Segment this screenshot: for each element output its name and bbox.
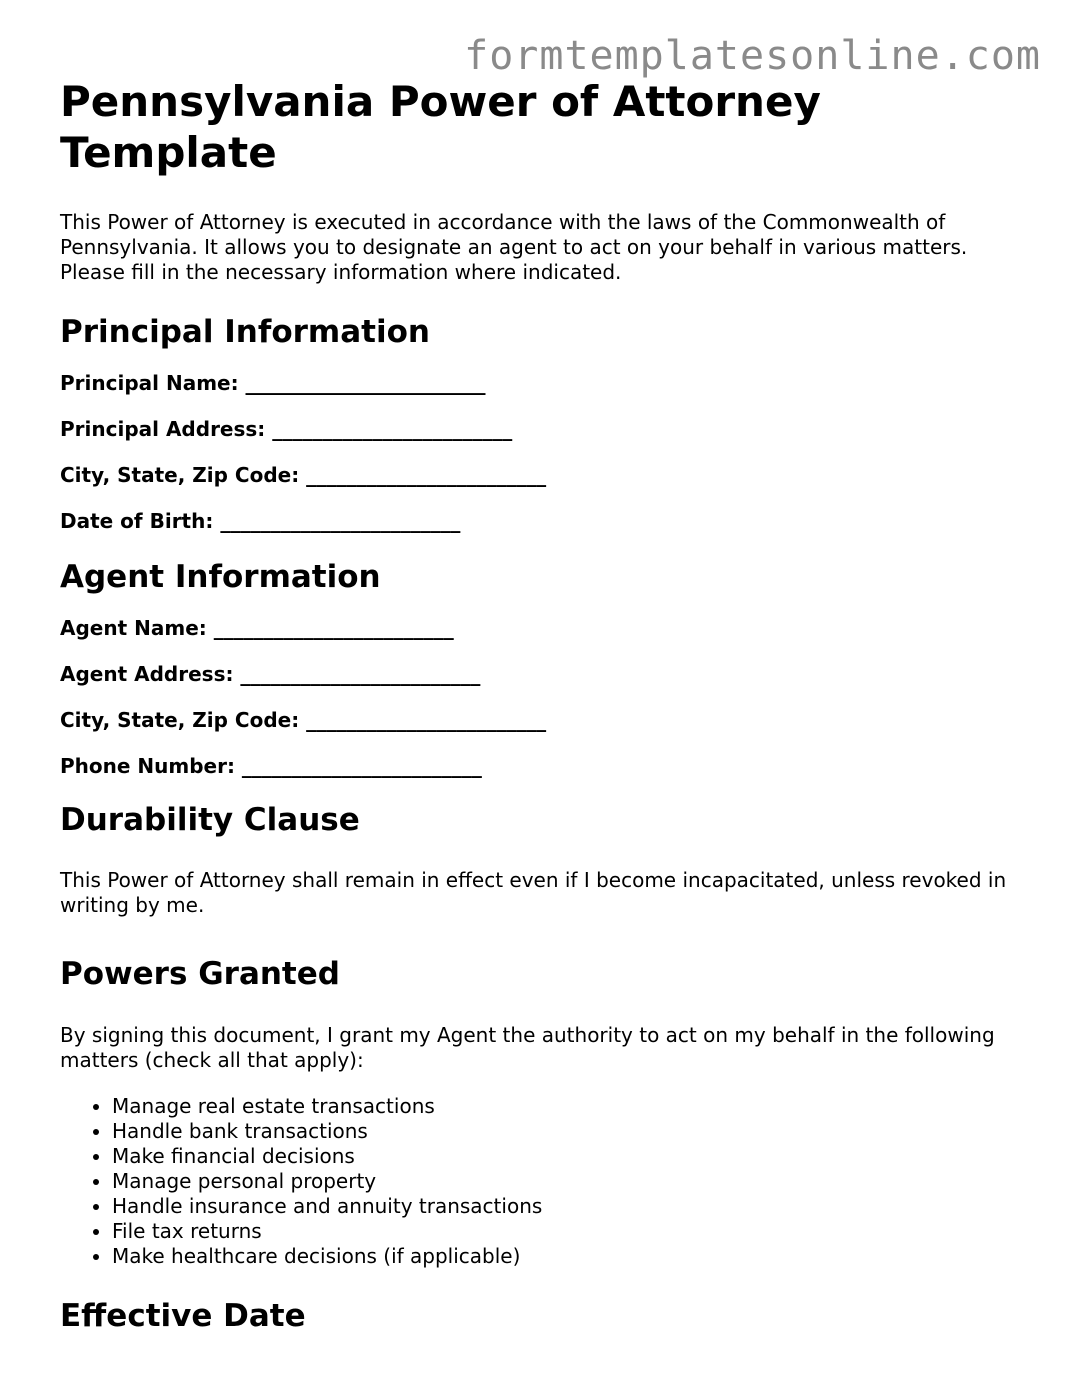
principal-city-state-zip-field: City, State, Zip Code: ________________________ <box>60 463 547 487</box>
list-item: • Manage personal property <box>112 1169 1020 1194</box>
durability-heading: Durability Clause <box>60 802 360 838</box>
watermark: formtemplatesonline.com <box>464 33 1041 79</box>
effective-date-heading: Effective Date <box>60 1298 306 1334</box>
list-item: • Manage real estate transactions <box>112 1094 1020 1119</box>
intro-paragraph: This Power of Attorney is executed in accordance with the laws of the Commonwealth of Pennsylvania. It allows you to designate an agent to act on your behalf in various matters. Please fill in the necessary information where indicated. <box>60 210 968 284</box>
document-page <box>60 76 1020 1335</box>
principal-name-field: Principal Name: ________________________ <box>60 371 486 395</box>
document-title: Pennsylvania Power of Attorney Template <box>60 77 821 177</box>
principal-fields <box>60 371 1020 533</box>
principal-date-of-birth-field: Date of Birth: ________________________ <box>60 509 461 533</box>
agent-fields <box>60 616 1020 778</box>
agent-address-field: Agent Address: ________________________ <box>60 662 481 686</box>
agent-city-state-zip-field: City, State, Zip Code: ________________________ <box>60 708 547 732</box>
list-item: • Make financial decisions <box>112 1144 1020 1169</box>
agent-heading: Agent Information <box>60 559 381 595</box>
principal-address-field: Principal Address: ________________________ <box>60 417 513 441</box>
principal-heading: Principal Information <box>60 314 430 350</box>
agent-name-field: Agent Name: ________________________ <box>60 616 454 640</box>
list-item: • Make healthcare decisions (if applicable) <box>112 1244 1020 1269</box>
list-item: • Handle bank transactions <box>112 1119 1020 1144</box>
list-item: • File tax returns <box>112 1219 1020 1244</box>
durability-text: This Power of Attorney shall remain in effect even if I become incapacitated, unless revoked in writing by me. <box>60 868 1007 917</box>
powers-heading: Powers Granted <box>60 956 340 992</box>
powers-intro: By signing this document, I grant my Agent the authority to act on my behalf in the following matters (check all that apply): <box>60 1023 995 1072</box>
agent-phone-field: Phone Number: ________________________ <box>60 754 482 778</box>
list-item: • Handle insurance and annuity transactions <box>112 1194 1020 1219</box>
powers-list <box>60 1094 1020 1269</box>
